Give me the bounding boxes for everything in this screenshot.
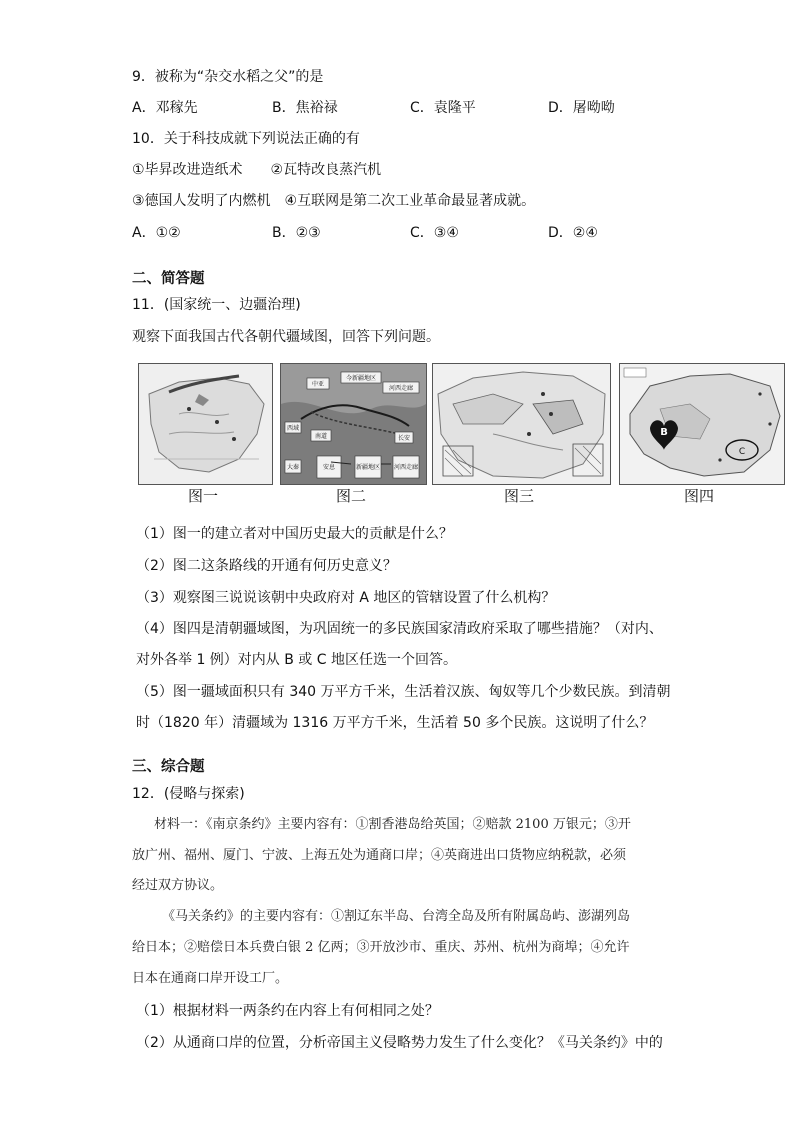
question-12-head: 12．(侵略与探索) — [132, 786, 245, 802]
map2-label-hexi-corridor-box: 河西走廊 — [393, 464, 419, 471]
map2-label-central-asia: 中亚 — [311, 381, 325, 388]
map-2-silk-road — [280, 363, 427, 485]
q12-sub-1: （1）根据材料一两条约在内容上有何相同之处？ — [136, 1003, 439, 1019]
material-line-2: 放广州、福州、厦门、宁波、上海五处为通商口岸；④英商进出口货物应纳税款，必须 — [132, 848, 627, 863]
q11-sub-1: （1）图一的建立者对中国历史最大的贡献是什么？ — [136, 526, 453, 542]
q10-option-c: C．③④ — [410, 225, 459, 241]
map2-label-south-road: 南道 — [314, 433, 328, 440]
q10-statement-line-2: ③德国人发明了内燃机 ④互联网是第二次工业革命最显著成就。 — [132, 193, 536, 209]
material-line-4: 《马关条约》的主要内容有：①割辽东半岛、台湾全岛及所有附属岛屿、澎湖列岛 — [162, 909, 631, 924]
q10-option-a: A．①② — [132, 225, 181, 241]
map2-label-daqin: 大秦 — [286, 464, 300, 471]
q11-sub-5-line-1: （5）图一疆域面积只有 340 万平方千米，生活着汉族、匈奴等几个少数民族。到清朝 — [136, 684, 671, 700]
map-caption-2: 图二 — [336, 487, 367, 505]
map2-label-xinjiang-region: 新疆地区 — [355, 464, 381, 471]
material-line-6: 日本在通商口岸开设工厂。 — [132, 971, 289, 986]
question-11-intro: 观察下面我国古代各朝代疆域图，回答下列问题。 — [132, 329, 440, 345]
map2-label-hexi-corridor: 河西走廊 — [388, 385, 414, 392]
q11-sub-4-line-2: 对外各举 1 例）对内从 B 或 C 地区任选一个回答。 — [136, 652, 457, 668]
q9-option-a: A．邓稼先 — [132, 100, 198, 116]
material-line-1: 材料一：《南京条约》主要内容有：①割香港岛给英国；②赔款 2100 万银元；③开 — [154, 817, 631, 832]
map2-label-western-regions: 西域 — [286, 425, 300, 432]
map2-label-xinjiang-today: 今新疆地区 — [345, 375, 377, 382]
q9-option-d: D．屠呦呦 — [548, 100, 615, 116]
map-1-qin — [138, 363, 273, 485]
map-caption-3: 图三 — [504, 487, 535, 505]
question-11-head: 11．(国家统一、边疆治理) — [132, 297, 301, 313]
q10-option-d: D．②④ — [548, 225, 598, 241]
map4-label-c: C — [738, 447, 746, 457]
map2-label-anxi: 安息 — [322, 464, 336, 471]
map2-label-changan: 长安 — [397, 435, 411, 442]
map-3-tang — [432, 363, 611, 485]
material-line-5: 给日本；②赔偿日本兵费白银 2 亿两；③开放沙市、重庆、苏州、杭州为商埠；④允许 — [132, 940, 630, 955]
q10-statement-line-1: ①毕昇改进造纸术 ②瓦特改良蒸汽机 — [132, 162, 382, 178]
map-caption-1: 图一 — [188, 487, 219, 505]
section-3-title: 三、综合题 — [132, 759, 205, 775]
map-4-qing — [619, 363, 785, 485]
q11-sub-5-line-2: 时（1820 年）清疆域为 1316 万平方千米，生活着 50 多个民族。这说明了什么？ — [136, 715, 654, 731]
map-caption-4: 图四 — [684, 487, 715, 505]
question-10-stem: 10．关于科技成就下列说法正确的有 — [132, 131, 360, 147]
q11-sub-3: （3）观察图三说说该朝中央政府对 A 地区的管辖设置了什么机构？ — [136, 590, 556, 606]
material-line-3: 经过双方协议。 — [132, 878, 224, 893]
map4-label-b: B — [660, 427, 668, 438]
q9-option-b: B．焦裕禄 — [272, 100, 338, 116]
q11-sub-4-line-1: （4）图四是清朝疆域图，为巩固统一的多民族国家清政府采取了哪些措施？（对内、 — [136, 621, 663, 637]
question-9-stem: 9．被称为“杂交水稻之父”的是 — [132, 69, 324, 85]
dynasty-maps — [138, 363, 784, 508]
q12-sub-2: （2）从通商口岸的位置，分析帝国主义侵略势力发生了什么变化？《马关条约》中的 — [136, 1035, 663, 1051]
q10-option-b: B．②③ — [272, 225, 321, 241]
q9-option-c: C．袁隆平 — [410, 100, 476, 116]
q11-sub-2: （2）图二这条路线的开通有何历史意义？ — [136, 558, 397, 574]
section-2-title: 二、简答题 — [132, 271, 205, 287]
